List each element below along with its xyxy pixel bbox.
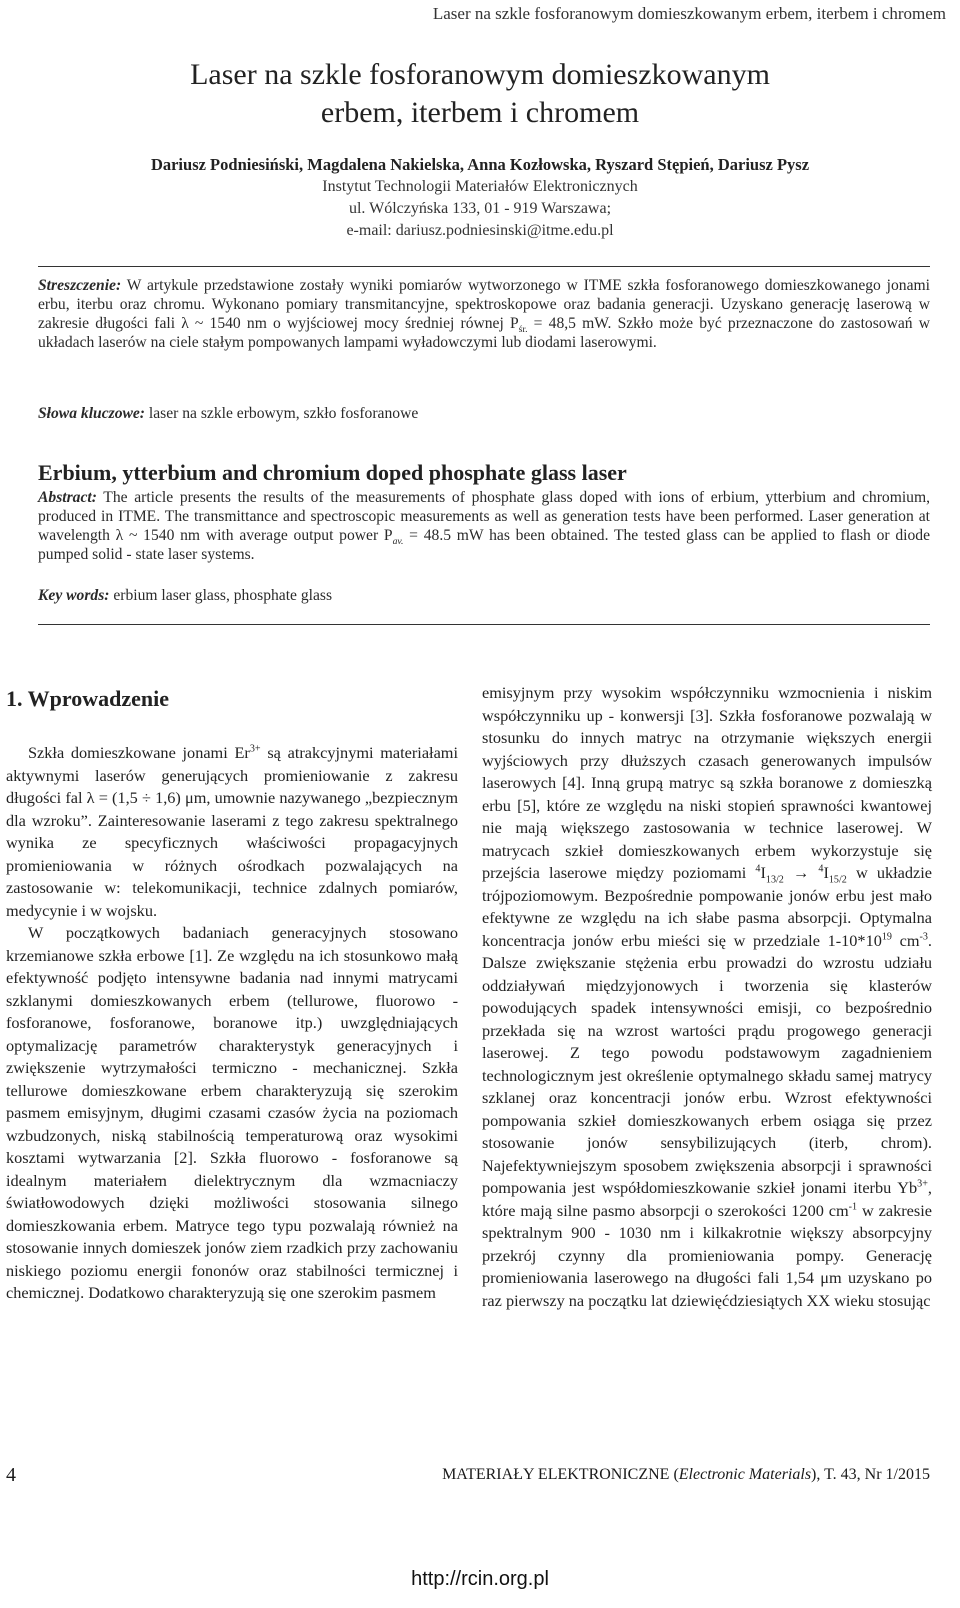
p3-text-f: w zakresie spektralnym 900 - 1030 nm i kilkakrotnie większy absorpcyjny przekrój czynny dla promieniowania pompy. Generację promieniowania laserowego na długości fali 1,54 μm uzyskano po raz pierwszy na początku lat dziewięćdziesiątych XX wieku stosując bbox=[482, 1200, 932, 1310]
level2: I bbox=[823, 863, 829, 882]
p1-text-b: są atrakcyjnymi materiałami aktywnymi laserów generujących promieniowanie z zakresu długości fal λ = (1,5 ÷ 1,6) μm, umownie nazywanego „bezpiecznym dla wzroku”. Zainteresowanie laserami z tego zakresu spektralnego wynika ze specyficznych właściwości propagacyjnych promieniowania w różnych ośrodkach pozwalających na zastosowanie w: telekomunikacji, technice zdalnych pomiarów, medycynie i w wojsku. bbox=[6, 743, 458, 920]
streszczenie-subscript: śr. bbox=[518, 324, 528, 336]
source-url[interactable]: http://rcin.org.pl bbox=[411, 1568, 549, 1590]
divider-top bbox=[38, 266, 930, 267]
p3-text-d: . Dalsze zwiększanie stężenia erbu prowadzi do wzrostu udziału oddziaływań międzyjonowych i tworzenia się klasterów powodujących spadek intensywności emisji, co bezpośrednio przekłada się na wzrost wartości prądu progowego generacji laserowej. Z tego powodu podstawowym zagadnieniem technologicznym jest określenie optymalnego składu samej matrycy szklanej oraz koncentracji jonów erbu. Wzrost efektywności pompowania szkieł domieszkowanych erbem osiąga się przez stosowanie jonów sensybilizujących (iterb, chrom). Najefektywniejszym sposobem zwiększenia absorpcji i sprawności pompowania jest współdomieszkowanie szkieł jonami iterbu Yb bbox=[482, 930, 932, 1197]
key-words-text: erbium laser glass, phosphate glass bbox=[109, 587, 333, 604]
p3-text-a: emisyjnym przy wysokim współczynniku wzmocnienia i niskim współczynniku up - konwersji [3]. Szkła fosforanowe pozwalają w stosunku do innych matryc na otrzymanie większych energii wyjściowych przy dłuższych czasach generowanych impulsów laserowych [4]. Inną grupą matryc są szkła boranowe z domieszką erbu [5], które ze względu na niski stopień sprawności kwantowej nie mają większego zastosowania w technice laserowej. W matrycach szkieł domieszkowanych erbem wykorzystuje się przejścia laserowe między poziomami bbox=[482, 683, 932, 882]
slowa-kluczowe bbox=[38, 404, 930, 423]
level1: I bbox=[760, 863, 766, 882]
left-column bbox=[6, 742, 458, 1305]
yb-superscript: 3+ bbox=[917, 1178, 928, 1190]
exponent-minus-3: -3 bbox=[919, 931, 928, 943]
level2-sub: 15/2 bbox=[828, 874, 847, 886]
paragraph-3 bbox=[482, 682, 932, 1312]
streszczenie-text: W artykule przedstawione zostały wyniki pomiarów wytworzonego w ITME szkła fosforanowego domieszkowanego jonami erbu, iterbu oraz chromu. Wykonano pomiary transmitancyjne, spektroskopowe oraz badania generacji. Uzyskano generację laserową w zakresie długości fali λ ~ 1540 nm o wyjściowej mocy średniej równej P bbox=[38, 277, 930, 332]
section-heading: 1. Wprowadzenie bbox=[6, 686, 169, 711]
english-title: Erbium, ytterbium and chromium doped phosphate glass laser bbox=[38, 460, 627, 485]
p1-text-a: Szkła domieszkowane jonami Er bbox=[28, 743, 250, 762]
arrow: → bbox=[783, 863, 819, 882]
exponent-19: 19 bbox=[881, 931, 892, 943]
level1-sup: 4 bbox=[755, 863, 761, 875]
streszczenie-text-end: = 48,5 mW. Szkło może być przeznaczone do zastosowań w układach laserów na ciele stałym pompowanych lampami wyładowczymi lub diodami laserowymi. bbox=[38, 315, 930, 351]
right-column bbox=[482, 682, 932, 1312]
title-line-1: Laser na szkle fosforanowym domieszkowanym bbox=[190, 58, 770, 91]
p3-text-b: w układzie trójpoziomowym. Bezpośrednie pompowanie jonów erbu jest mało efektywne ze względu na ich słabe pasma absorpcji. Optymalna koncentracja jonów erbu mieści się w przedziale 1-10*10 bbox=[482, 863, 933, 950]
paragraph-2: W początkowych badaniach generacyjnych stosowano krzemianowe szkła erbowe [1]. Ze względu na ich stosunkowo małą efektywność podjęto intensywne badania nad innymi matrycami szklanymi domieszkowanych erbem (tellurowe, fluorowo - fosforanowe, fosforanowe, boranowe itp.) uwzględniających optymalizację parametrów charakterystyk generacyjnych i zwiększenie wytrzymałości termiczno - mechanicznej. Szkła tellurowe domieszkowane erbem charakteryzują się szerokim pasmem emisyjnym, długimi czasami czasów życia na poziomach wzbudzonych, niską stabilnością temperaturową oraz wysokimi kosztami wytwarzania [2]. Szkła fluorowo - fosforanowe są idealnym materiałem dielektrycznym dla wzmacniaczy światłowodowych dzięki możliwości stosowania silnego domieszkowania erbem. Matryce tego typu pozwalają również na stosowanie innych domieszek jonów ziem rzadkich przy zachowaniu niskiego poziomu energii fononów oraz stabilności termicznej i chemicznej. Dodatkowo charakteryzują się one szerokim pasmem bbox=[6, 923, 458, 1302]
page-title bbox=[0, 56, 960, 132]
abstract-text-end: = 48.5 mW has been obtained. The tested glass can be applied to flash or diode pumped solid - state laser systems. bbox=[38, 527, 930, 563]
streszczenie bbox=[38, 276, 930, 352]
journal-name-english: Electronic Materials bbox=[678, 1466, 812, 1483]
authors: Dariusz Podniesiński, Magdalena Nakielska, Anna Kozłowska, Ryszard Stępień, Dariusz Pysz bbox=[150, 155, 810, 174]
streszczenie-label: Streszczenie: bbox=[38, 277, 122, 294]
paragraph-1 bbox=[6, 742, 458, 922]
affiliation: Instytut Technologii Materiałów Elektronicznych bbox=[322, 178, 638, 195]
p1-superscript: 3+ bbox=[249, 743, 261, 755]
cm-superscript: -1 bbox=[848, 1201, 858, 1213]
level2-sup: 4 bbox=[818, 863, 824, 875]
email[interactable]: e-mail: dariusz.podniesinski@itme.edu.pl bbox=[346, 222, 614, 239]
key-words-label: Key words: bbox=[38, 587, 110, 604]
slowa-kluczowe-text: laser na szkle erbowym, szkło fosforanowe bbox=[145, 405, 419, 422]
abstract-text: The article presents the results of the measurements of phosphate glass doped with ions of erbium, ytterbium and chromium, produced in ITME. The transmittance and spectroscopic measurements as well as generation tests have been performed. Laser generation at wavelength λ ~ 1540 nm with average output power P bbox=[38, 489, 930, 544]
address: ul. Wólczyńska 133, 01 - 919 Warszawa; bbox=[348, 200, 612, 217]
abstract bbox=[38, 488, 930, 564]
p3-text-e: , które mają silne pasmo absorpcji o szerokości 1200 cm bbox=[482, 1178, 932, 1220]
level1-sub: 13/2 bbox=[765, 874, 784, 886]
slowa-kluczowe-label: Słowa kluczowe: bbox=[38, 405, 146, 422]
p3-text-c: cm bbox=[891, 930, 920, 950]
divider-bottom bbox=[38, 624, 930, 625]
journal-footer bbox=[442, 1466, 930, 1484]
abstract-subscript: av. bbox=[392, 536, 404, 548]
key-words bbox=[38, 586, 930, 605]
journal-name: MATERIAŁY ELEKTRONICZNE ( bbox=[442, 1466, 679, 1483]
running-head: Laser na szkle fosforanowym domieszkowanym erbem, iterbem i chromem bbox=[432, 4, 946, 23]
journal-volume: ), T. 43, Nr 1/2015 bbox=[811, 1466, 930, 1483]
title-line-2: erbem, iterbem i chromem bbox=[320, 96, 640, 129]
abstract-label: Abstract: bbox=[38, 489, 97, 506]
page-number: 4 bbox=[6, 1464, 16, 1486]
